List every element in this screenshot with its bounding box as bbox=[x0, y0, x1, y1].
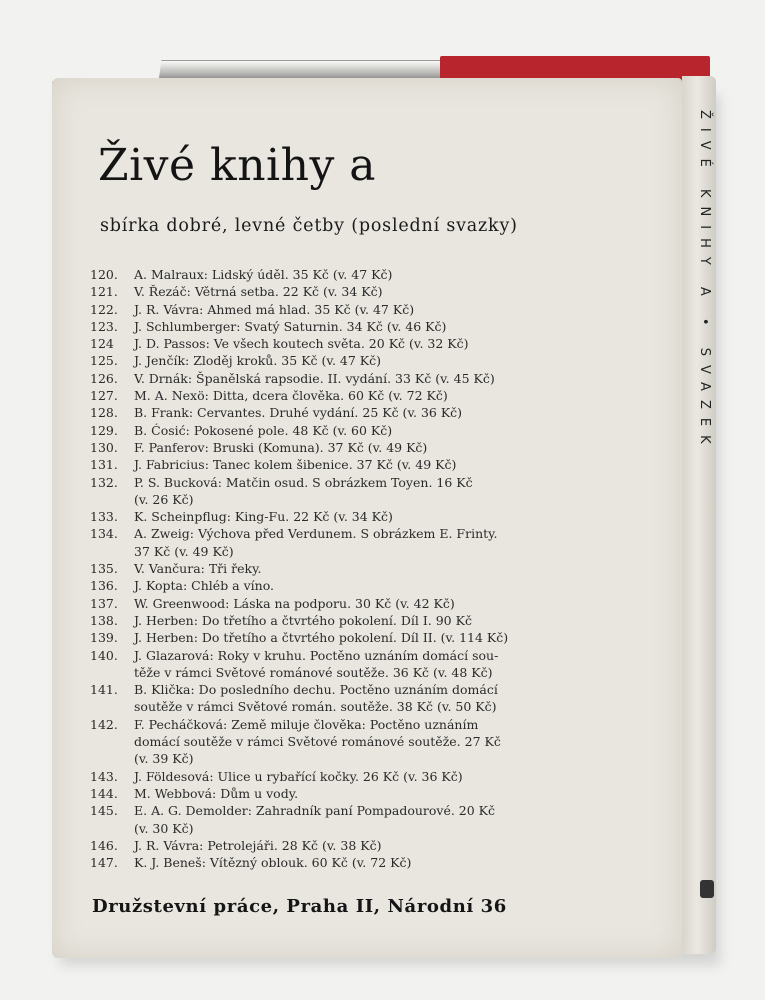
book-number: 120. bbox=[90, 267, 118, 282]
book-text: P. S. Bucková: Matčin osud. S obrázkem Toyen. 16 Kč bbox=[134, 474, 473, 490]
book-number: 145. bbox=[90, 803, 118, 819]
book-number: 124 bbox=[90, 336, 114, 352]
series-title: Živé knihy a bbox=[98, 140, 377, 191]
book-number: 144. bbox=[90, 785, 118, 801]
spine-publisher-logo bbox=[700, 880, 714, 898]
book-text: B. Klička: Do posledního dechu. Poctěno uznáním domácí bbox=[134, 682, 498, 698]
book-entry bbox=[90, 525, 650, 542]
spine-label: ŽIVÉ KNIHY A • SVAZEK bbox=[697, 110, 712, 453]
book-text: V. Drnák: Španělská rapsodie. II. vydání. 33 Kč (v. 45 Kč) bbox=[134, 370, 495, 386]
book-number: 132. bbox=[90, 474, 118, 490]
book-text: A. Malraux: Lidský úděl. 35 Kč (v. 47 Kč) bbox=[134, 267, 393, 282]
book-entry bbox=[90, 647, 650, 664]
book-entry bbox=[90, 768, 650, 785]
book-number: 141. bbox=[90, 682, 118, 698]
book-text-continuation: (v. 26 Kč) bbox=[134, 491, 194, 507]
book-number: 125. bbox=[90, 353, 118, 369]
book-entry bbox=[90, 422, 650, 439]
book-entry bbox=[90, 595, 650, 612]
book-text: J. R. Vávra: Ahmed má hlad. 35 Kč (v. 47 Kč) bbox=[134, 301, 415, 317]
book-text: F. Panferov: Bruski (Komuna). 37 Kč (v. 49 Kč) bbox=[134, 439, 428, 455]
book-text-continuation: těže v rámci Světové románové soutěže. 36 Kč (v. 48 Kč) bbox=[134, 664, 493, 680]
book-text-continuation: (v. 30 Kč) bbox=[134, 820, 194, 836]
book-entry bbox=[90, 404, 650, 421]
book-text: B. Frank: Cervantes. Druhé vydání. 25 Kč (v. 36 Kč) bbox=[134, 405, 463, 421]
book-text: J. Schlumberger: Svatý Saturnin. 34 Kč (v. 46 Kč) bbox=[134, 318, 447, 334]
book-number: 140. bbox=[90, 647, 118, 663]
book-text: K. J. Beneš: Vítězný oblouk. 60 Kč (v. 72 Kč) bbox=[134, 855, 412, 871]
book-text: E. A. G. Demolder: Zahradník paní Pompadourové. 20 Kč bbox=[134, 803, 496, 819]
book-entry bbox=[90, 716, 650, 733]
book-text-continuation: (v. 39 Kč) bbox=[134, 751, 194, 767]
book-text: K. Scheinpflug: King-Fu. 22 Kč (v. 34 Kč) bbox=[134, 509, 393, 525]
book-number: 128. bbox=[90, 405, 118, 421]
book-number: 126. bbox=[90, 370, 118, 386]
book-text: V. Vančura: Tři řeky. bbox=[134, 561, 262, 577]
book-entry bbox=[90, 577, 650, 594]
book-number: 135. bbox=[90, 561, 118, 577]
book-text: J. Fabricius: Tanec kolem šibenice. 37 Kč (v. 49 Kč) bbox=[134, 457, 457, 473]
book-entry bbox=[90, 266, 650, 283]
book-entry bbox=[90, 474, 650, 491]
book-entry bbox=[90, 352, 650, 369]
book-text: J. Kopta: Chléb a víno. bbox=[134, 578, 274, 594]
book-number: 127. bbox=[90, 388, 118, 404]
book-number: 130. bbox=[90, 439, 118, 455]
book-text: F. Pecháčková: Země miluje člověka: Poctěno uznáním bbox=[134, 716, 479, 732]
book-entry bbox=[90, 283, 650, 300]
book-text: J. R. Vávra: Petrolejáři. 28 Kč (v. 38 Kč) bbox=[134, 837, 382, 853]
book-entry bbox=[90, 785, 650, 802]
book-entry bbox=[90, 387, 650, 404]
book-entry bbox=[90, 612, 650, 629]
book-number: 137. bbox=[90, 595, 118, 611]
book-text: J. D. Passos: Ve všech koutech světa. 20 Kč (v. 32 Kč) bbox=[134, 336, 469, 352]
book-entry bbox=[90, 629, 650, 646]
book-entry bbox=[90, 560, 650, 577]
book-text: J. Jenčík: Zloděj kroků. 35 Kč (v. 47 Kč) bbox=[134, 353, 381, 369]
book-text: J. Herben: Do třetího a čtvrtého pokolení. Díl I. 90 Kč bbox=[134, 612, 472, 628]
book-text-continuation: domácí soutěže v rámci Světové románové soutěže. 27 Kč bbox=[134, 734, 501, 750]
book-entry bbox=[90, 318, 650, 335]
book-number: 123. bbox=[90, 318, 118, 334]
series-subtitle: sbírka dobré, levné četby (poslední svazky) bbox=[100, 216, 518, 236]
book-number: 129. bbox=[90, 422, 118, 438]
book-entry bbox=[90, 802, 650, 819]
book-text: J. Földesová: Ulice u rybařící kočky. 26 Kč (v. 36 Kč) bbox=[134, 768, 463, 784]
book-entry bbox=[90, 681, 650, 698]
book-number: 143. bbox=[90, 768, 118, 784]
book-text-continuation: 37 Kč (v. 49 Kč) bbox=[134, 543, 234, 559]
book-entry bbox=[90, 370, 650, 387]
book-entry bbox=[90, 335, 650, 352]
book-text: M. Webbová: Dům u vody. bbox=[134, 785, 299, 801]
book-text: J. Glazarová: Roky v kruhu. Poctěno uznáním domácí sou- bbox=[134, 647, 499, 663]
book-number: 131. bbox=[90, 457, 118, 473]
book-number: 139. bbox=[90, 630, 118, 646]
book-number: 146. bbox=[90, 837, 118, 853]
book-text: A. Zweig: Výchova před Verdunem. S obrázkem E. Frinty. bbox=[134, 526, 498, 542]
book-text: M. A. Nexö: Ditta, dcera člověka. 60 Kč (v. 72 Kč) bbox=[134, 388, 448, 404]
book-number: 133. bbox=[90, 509, 118, 525]
book-number: 121. bbox=[90, 284, 118, 300]
book-entry bbox=[90, 439, 650, 456]
book-entry bbox=[90, 854, 650, 871]
book-number: 142. bbox=[90, 716, 118, 732]
book-text: J. Herben: Do třetího a čtvrtého pokolení. Díl II. (v. 114 Kč) bbox=[134, 630, 509, 646]
publisher-address: Družstevní práce, Praha II, Národní 36 bbox=[92, 896, 507, 917]
book-entry bbox=[90, 508, 650, 525]
book-list bbox=[90, 266, 650, 871]
book-entry bbox=[90, 301, 650, 318]
book-number: 136. bbox=[90, 578, 118, 594]
book-number: 138. bbox=[90, 612, 118, 628]
book-number: 134. bbox=[90, 526, 118, 542]
book-text: B. Ćosić: Pokosené pole. 48 Kč (v. 60 Kč) bbox=[134, 422, 393, 438]
book-text: W. Greenwood: Láska na podporu. 30 Kč (v. 42 Kč) bbox=[134, 595, 455, 611]
book-number: 147. bbox=[90, 855, 118, 871]
book-number: 122. bbox=[90, 301, 118, 317]
book-entry bbox=[90, 837, 650, 854]
book-text: V. Řezáč: Větrná setba. 22 Kč (v. 34 Kč) bbox=[134, 284, 383, 300]
book-entry bbox=[90, 456, 650, 473]
book-text-continuation: soutěže v rámci Světové román. soutěže. 38 Kč (v. 50 Kč) bbox=[134, 699, 497, 715]
